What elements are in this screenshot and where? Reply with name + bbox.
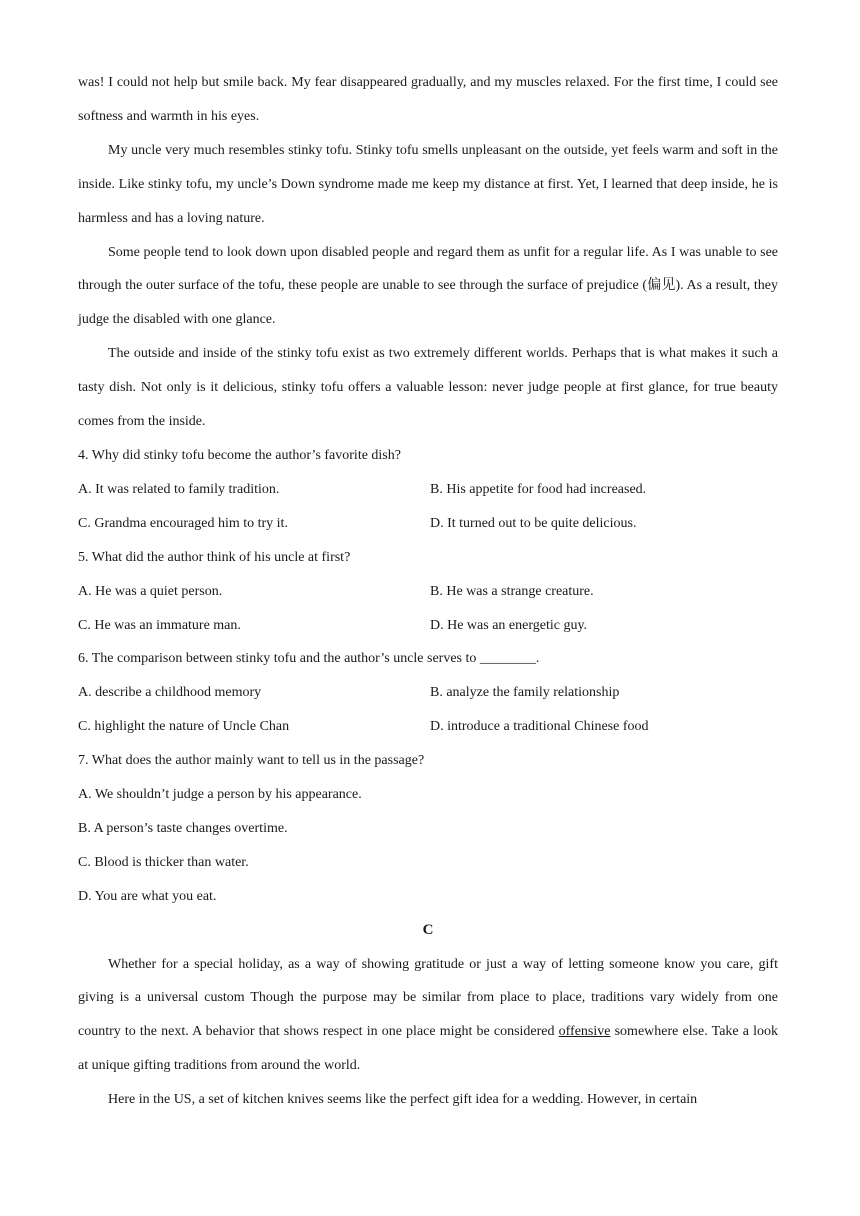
passage-c-paragraph-1-end: somewhere else. Take a look at unique gifting traditions from around the world.	[78, 1024, 778, 1074]
question-4-option-a: A. It was related to family tradition.	[78, 481, 280, 497]
question-7-option-d: D. You are what you eat.	[78, 888, 217, 904]
passage-c-paragraph-1	[78, 948, 778, 1084]
question-5-option-b: B. He was a strange creature.	[430, 583, 594, 599]
question-5-stem: 5. What did the author think of his uncle at first?	[78, 549, 351, 565]
question-4-option-d: D. It turned out to be quite delicious.	[430, 515, 637, 531]
question-4-options-row-2	[78, 507, 778, 541]
question-5-options-row-2	[78, 609, 778, 643]
passage-c-paragraph-1-start: Whether for a special holiday, as a way of showing gratitude or just a way of letting someone know you care, gift giving is a universal custom Though the purpose may be similar from place to place, traditions vary widely from one country to the next. A behavior that shows respect in one place might be considered	[78, 956, 778, 1040]
question-7-option-b: B. A person’s taste changes overtime.	[78, 820, 288, 836]
question-6-option-c: C. highlight the nature of Uncle Chan	[78, 719, 290, 735]
question-6-option-b: B. analyze the family relationship	[430, 685, 620, 701]
passage-b-paragraph-3: Some people tend to look down upon disabled people and regard them as unfit for a regular life. As I was unable to see through the outer surface of the tofu, these people are unable to see through the surface of prejudice (偏见). As a result, they judge the disabled with one glance.	[78, 244, 778, 328]
passage-b-paragraph-2: My uncle very much resembles stinky tofu. Stinky tofu smells unpleasant on the outside, yet feels warm and soft in the inside. Like stinky tofu, my uncle’s Down syndrome made me keep my distance at first. Yet, I learned that deep inside, he is harmless and has a loving nature.	[78, 142, 778, 226]
question-4-option-c: C. Grandma encouraged him to try it.	[78, 515, 288, 531]
question-5-option-d: D. He was an energetic guy.	[430, 617, 588, 633]
passage-b-paragraph-4: The outside and inside of the stinky tofu exist as two extremely different worlds. Perhaps that is what makes it such a tasty dish. Not only is it delicious, stinky tofu offers a valuable lesson: never judge people at first glance, for true beauty comes from the inside.	[78, 346, 778, 430]
document-page	[78, 66, 778, 1117]
passage-c-paragraph-2: Here in the US, a set of kitchen knives seems like the perfect gift idea for a wedding. However, in certain	[108, 1092, 698, 1108]
question-7-stem: 7. What does the author mainly want to tell us in the passage?	[78, 753, 425, 769]
question-6-option-d: D. introduce a traditional Chinese food	[430, 719, 649, 735]
passage-c-title: C	[422, 921, 434, 938]
passage-b-paragraph-1: was! I could not help but smile back. My fear disappeared gradually, and my muscles relaxed. For the first time, I could see softness and warmth in his eyes.	[78, 75, 778, 124]
question-6-option-a: A. describe a childhood memory	[78, 685, 262, 701]
question-5-option-a: A. He was a quiet person.	[78, 583, 223, 599]
question-6-stem: 6. The comparison between stinky tofu and the author’s uncle serves to ________.	[78, 651, 540, 667]
question-5-option-c: C. He was an immature man.	[78, 617, 241, 633]
question-7-option-a: A. We shouldn’t judge a person by his appearance.	[78, 787, 362, 803]
question-6-options-row-1	[78, 676, 778, 710]
question-4-stem: 4. Why did stinky tofu become the author’s favorite dish?	[78, 447, 401, 463]
question-4-options-row-1	[78, 473, 778, 507]
question-6-options-row-2	[78, 710, 778, 744]
question-5-options-row-1	[78, 575, 778, 609]
question-7-option-c: C. Blood is thicker than water.	[78, 854, 249, 870]
underlined-word-offensive: offensive	[558, 1024, 611, 1040]
question-4-option-b: B. His appetite for food had increased.	[430, 481, 647, 497]
